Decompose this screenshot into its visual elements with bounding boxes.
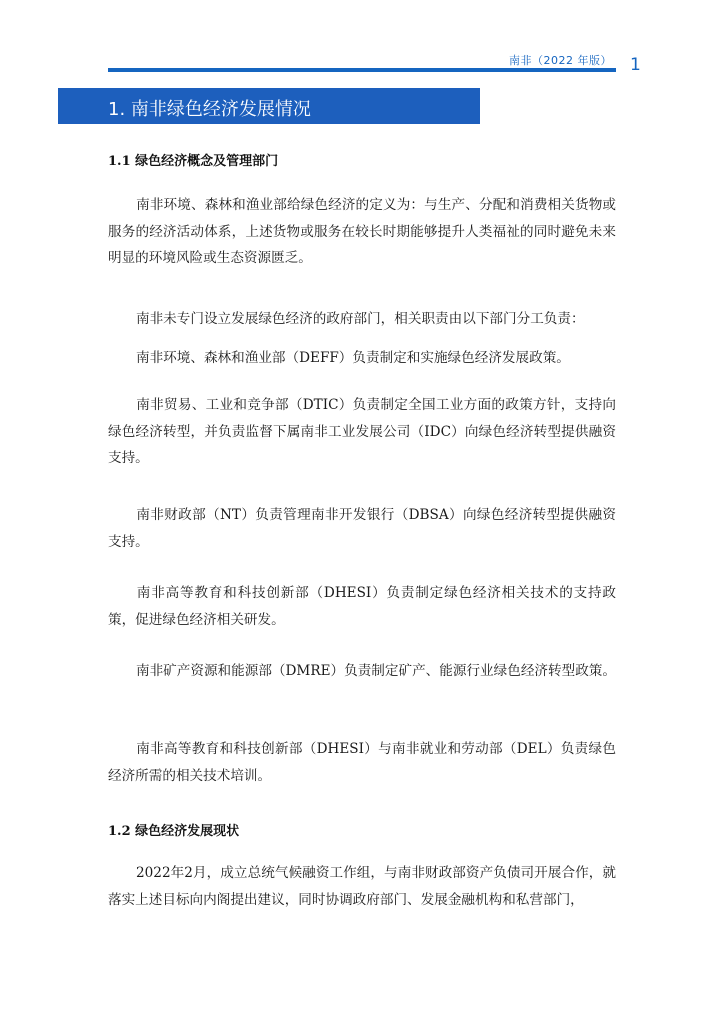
paragraph: 2022年2月，成立总统气候融资工作组，与南非财政部资产负债司开展合作，就落实上述目标向内阁提出建议，同时协调政府部门、发展金融机构和私营部门， bbox=[108, 865, 616, 908]
paragraph: 南非未专门设立发展绿色经济的政府部门，相关职责由以下部门分工负责： bbox=[136, 311, 585, 327]
section-heading-1-2: 1.2 绿色经济发展现状 bbox=[108, 824, 240, 839]
paragraph: 南非高等教育和科技创新部（DHESI）负责制定绿色经济相关技术的支持政策，促进绿色经济相关研发。 bbox=[108, 585, 616, 628]
paragraph: 南非高等教育和科技创新部（DHESI）与南非就业和劳动部（DEL）负责绿色经济所需的相关技术培训。 bbox=[108, 741, 616, 784]
paragraph: 南非环境、森林和渔业部给绿色经济的定义为：与生产、分配和消费相关货物或服务的经济活动体系，上述货物或服务在较长时期能够提升人类福祉的同时避免未来明显的环境风险或生态资源匮乏。 bbox=[108, 197, 616, 266]
section-heading-1-1: 1.1 绿色经济概念及管理部门 bbox=[108, 154, 279, 169]
chapter-title: 1. 南非绿色经济发展情况 bbox=[108, 99, 311, 120]
paragraph: 南非矿产资源和能源部（DMRE）负责制定矿产、能源行业绿色经济转型政策。 bbox=[136, 663, 616, 679]
running-header-title: 南非（2022 年版） bbox=[509, 54, 612, 67]
page-number: 1 bbox=[630, 55, 641, 75]
paragraph: 南非财政部（NT）负责管理南非开发银行（DBSA）向绿色经济转型提供融资支持。 bbox=[108, 507, 616, 550]
header-rule bbox=[108, 68, 616, 72]
paragraph: 南非贸易、工业和竞争部（DTIC）负责制定全国工业方面的政策方针，支持向绿色经济转型，并负责监督下属南非工业发展公司（IDC）向绿色经济转型提供融资支持。 bbox=[108, 397, 616, 466]
paragraph: 南非环境、森林和渔业部（DEFF）负责制定和实施绿色经济发展政策。 bbox=[136, 350, 570, 366]
